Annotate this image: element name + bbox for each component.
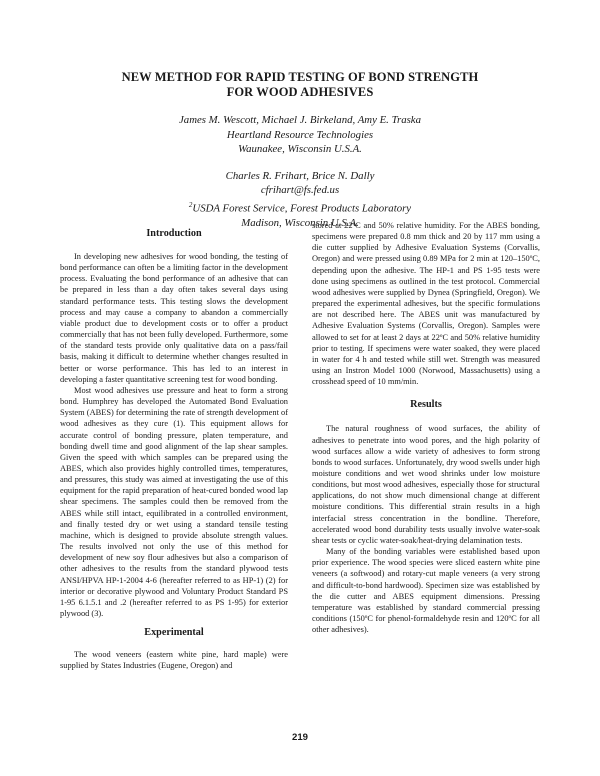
location-2: Madison, Wisconsin U.S.A. (241, 217, 359, 230)
author-names-1: James M. Wescott, Michael J. Birkeland, Amy E. Traska (179, 114, 421, 126)
author-email: cfrihart@fs.fed.us (260, 184, 340, 197)
introduction-heading: Introduction (146, 228, 202, 239)
left-column (60, 220, 288, 671)
affiliation-2-text: USDA Forest Service, Forest Products Laboratory (192, 202, 412, 215)
location-1: Waunakee, Wisconsin U.S.A. (238, 143, 362, 156)
results-paragraph-1: The natural roughness of wood surfaces, the ability of adhesives to penetrate into wood pores, and the high polarity of wood surfaces allow a wide variety of adhesives to form strong bonds to wood surfaces. Unfortunately, dry wood swells under high moisture conditions and wet wood shrinks under low moisture conditions, but most wood adhesives, especially those for structural applications, do not show much dimensional change at different moisture conditions. This differential strain results in a high interfacial stress concentration in the bondline. Therefore, accelerated wood bond durability tests usually involve water-soak shear tests or cyclic water-soak/heat-drying delamination tests. (312, 424, 540, 545)
author-block (60, 113, 540, 231)
experimental-heading: Experimental (144, 627, 204, 639)
right-column (312, 220, 540, 635)
results-paragraph-2: Many of the bonding variables were established based upon prior experience. The wood species were sliced eastern white pine veneers (a softwood) and rotary-cut maple veneers (a very strong and difficult-to-bond hardwood). Specimen size was established by the die cutter and ABES equipment dimensions. Pressing temperature was established by standard commercial pressing conditions (150ºC for phenol-formaldehyde resin and 120ºC for all other adhesives). (312, 547, 540, 635)
title-line-2: FOR WOOD ADHESIVES (226, 85, 374, 99)
title-line-1: NEW METHOD FOR RAPID TESTING OF BOND STRENGTH (121, 70, 479, 84)
affiliation-2 (60, 198, 540, 216)
affiliation-1: Heartland Resource Technologies (226, 128, 374, 141)
experimental-paragraph-1: The wood veneers (eastern white pine, hard maple) were supplied by States Industries (Eugene, Oregon) and (60, 650, 288, 671)
paper-title (60, 70, 540, 100)
author-names-2: Charles R. Frihart, Brice N. Dally (225, 169, 375, 182)
experimental-paragraph-1-continued: stored at 22ºC and 50% relative humidity. For the ABES bonding, specimens were prepared 0.8 mm thick and 20 by 117 mm using a die cutter supplied by Adhesive Evaluation Systems (Corvallis, Oregon) and were pressed using 0.89 MPa for 2 min at 120–150ºC, depending upon the adhesive. The HP-1 and PS 1-95 tests were done using specimens as outlined in the test protocol. Commercial wood adhesives were supplied by Dynea (Springfield, Oregon). We prepared the experimental adhesives, but the specific formulations are not described here. The ABES unit was manufactured by Adhesive Evaluation Systems (Corvallis, Oregon). Samples were allowed to set for at least 2 days at 22ºC and 50% relative humidity prior to testing. If specimens were water soaked, they were placed in water for 4 h and tested while still wet. Strength was measured using an Instron Model 1000 (Norwood, Massachusetts) using a crosshead speed of 10 mm/min. (312, 221, 540, 387)
introduction-paragraph-1: In developing new adhesives for wood bonding, the testing of bond performance can often be a limiting factor in the development process. Evaluating the bond performance of an adhesive that can be prepared in less than a day often takes several days using standard performance tests. This testing slows the development process and may cause a company to abandon a commercially viable product due to development costs or to offer a product commercially that has not been fully developed. Furthermore, some of the standard tests provide only qualitative data on a pass/fail basis, making it difficult to determine whether changes resulted in better or worse performance. This has led to an interest in developing a faster quantitative screening test for wood bonding. (60, 252, 288, 384)
results-heading: Results (410, 399, 442, 411)
introduction-paragraph-2: Most wood adhesives use pressure and heat to form a strong bond. Humphrey has developed the Automated Bond Evaluation System (ABES) for determining the rate of strength development of wood adhesives as they cure (1). This equipment allows for accurate control of bonding pressure, platen temperature, and bonding dwell time and good alignment of the lap shear samples. Given the speed with which samples can be prepared using the ABES, which also provides highly controlled times, temperatures, and pressures, this study was aimed at investigating the use of this equipment for the rapid preparation of heat-cured bonded wood lap shear specimens. The samples could then be removed from the ABES while still intact, equilibrated in a controlled environment, and finally tested dry or wet using a standard tensile testing machine, which is designed to provide absolute strength values. The results involved not only the use of this method for development of new soy flour adhesives but also a comparison of other adhesives to the results from the standard plywood tests ANSI/HPVA HP-1-2004 4-6 (hereafter referred to as HP-1) (2) for interior or decorative plywood and Voluntary Product Standard PS 1-95 6.1.5.1 and .2 (hereafter referred to as PS 1-95) for exterior plywood (3). (60, 385, 288, 618)
page-number: 219 (291, 732, 308, 743)
affiliation-marker: 2 (188, 200, 193, 209)
